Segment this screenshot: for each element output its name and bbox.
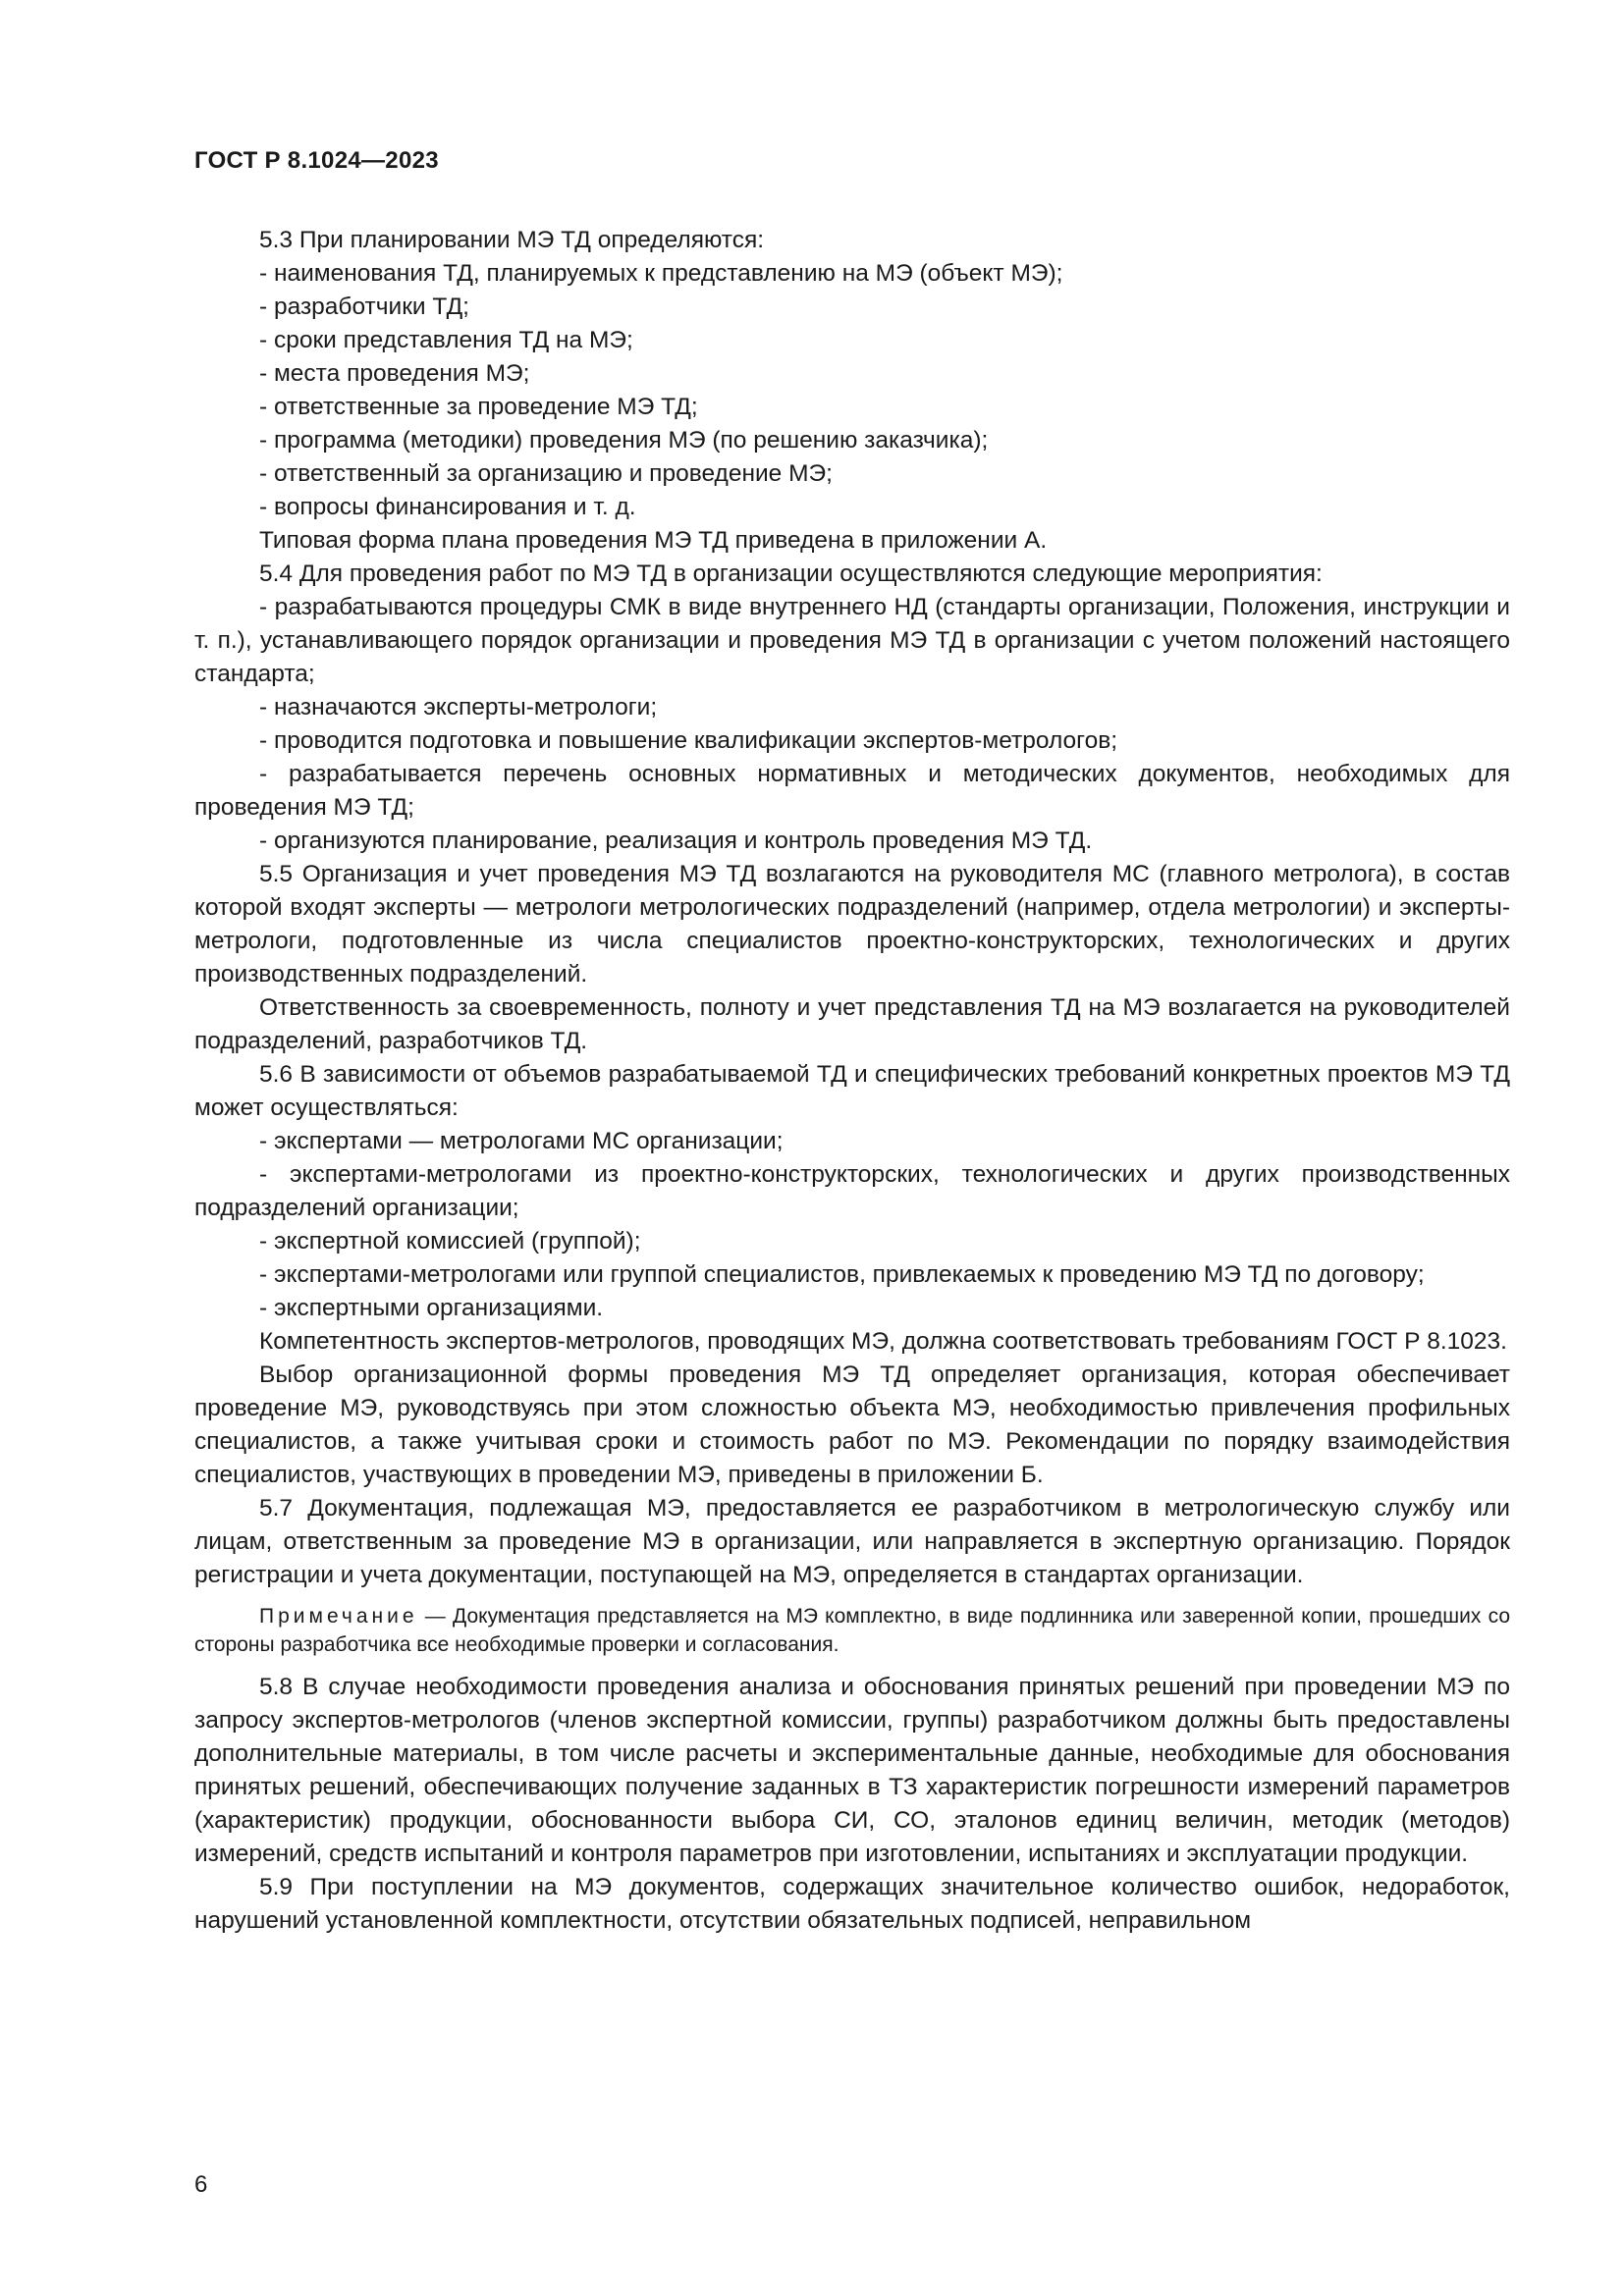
list-item: - экспертами — метрологами МС организации;: [259, 1128, 784, 1154]
note-block: [194, 1602, 1510, 1659]
list-item: - ответственные за проведение МЭ ТД;: [259, 394, 698, 420]
list-item: - разрабатываются процедуры СМК в виде внутреннего НД (стандарты организации, Положения, инструкции и т. п.), устанавливающего порядок организации и проведения МЭ ТД в организации с учетом положений настоящего стандарта;: [194, 594, 1510, 687]
list-item: - экспертами-метрологами или группой специалистов, привлекаемых к проведению МЭ ТД по договору;: [259, 1261, 1425, 1288]
note-text: — Документация представляется на МЭ комплектно, в виде подлинника или заверенной копии, прошедших со стороны разработчика все необходимые проверки и согласования.: [194, 1605, 1510, 1656]
paragraph: 5.8 В случае необходимости проведения анализа и обоснования принятых решений при проведении МЭ по запросу экспертов-метрологов (членов экспертной комиссии, группы) разработчиком должны быть предоставлены дополнительные материалы, в том числе расчеты и экспериментальные данные, необходимые для обоснования принятых решений, обеспечивающих получение заданных в ТЗ характеристик погрешности измерений параметров (характеристик) продукции, обоснованности выбора СИ, СО, эталонов единиц величин, методик (методов) измерений, средств испытаний и контроля параметров при изготовлении, испытаниях и эксплуатации продукции.: [194, 1674, 1510, 1867]
list-item: - разрабатывается перечень основных нормативных и методических документов, необходимых для проведения МЭ ТД;: [194, 761, 1510, 821]
list-item: - сроки представления ТД на МЭ;: [259, 327, 633, 353]
list-item: - программа (методики) проведения МЭ (по решению заказчика);: [259, 427, 989, 454]
document-code: ГОСТ Р 8.1024—2023: [194, 147, 439, 174]
page-number: 6: [194, 2171, 208, 2198]
list-item: - экспертами-метрологами из проектно-конструкторских, технологических и других производственных подразделений организации;: [194, 1161, 1510, 1221]
document-body: [194, 224, 1510, 1938]
paragraph: Компетентность экспертов-метрологов, проводящих МЭ, должна соответствовать требованиям ГОСТ Р 8.1023.: [259, 1328, 1507, 1355]
list-item: - места проведения МЭ;: [259, 360, 530, 387]
list-item: - экспертными организациями.: [259, 1295, 604, 1321]
list-item: - наименования ТД, планируемых к представлению на МЭ (объект МЭ);: [259, 260, 1063, 287]
list-item: - проводится подготовка и повышение квалификации экспертов-метрологов;: [259, 727, 1118, 754]
paragraph: 5.9 При поступлении на МЭ документов, содержащих значительное количество ошибок, недоработок, нарушений установленной комплектности, отсутствии обязательных подписей, неправильном: [194, 1874, 1510, 1934]
list-item: - разработчики ТД;: [259, 294, 469, 320]
list-item: - ответственный за организацию и проведение МЭ;: [259, 460, 833, 487]
paragraph: 5.5 Организация и учет проведения МЭ ТД возлагаются на руководителя МС (главного метролога), в состав которой входят эксперты — метрологи метрологических подразделений (например, отдела метрологии) и эксперты-метрологи, подготовленные из числа специалистов проектно-конструкторских, технологических и других производственных подразделений.: [194, 861, 1510, 988]
note-label: Примечание: [259, 1605, 418, 1628]
paragraph: Выбор организационной формы проведения МЭ ТД определяет организация, которая обеспечивает проведение МЭ, руководствуясь при этом сложностью объекта МЭ, необходимостью привлечения профильных специалистов, а также учитывая сроки и стоимость работ по МЭ. Рекомендации по порядку взаимодействия специалистов, участвующих в проведении МЭ, приведены в приложении Б.: [194, 1362, 1510, 1488]
list-item: - вопросы финансирования и т. д.: [259, 494, 636, 520]
paragraph: 5.4 Для проведения работ по МЭ ТД в организации осуществляются следующие мероприятия:: [259, 561, 1323, 587]
list-item: - назначаются эксперты-метрологи;: [259, 694, 658, 721]
paragraph: 5.7 Документация, подлежащая МЭ, предоставляется ее разработчиком в метрологическую службу или лицам, ответственным за проведение МЭ в организации, или направляется в экспертную организацию. Порядок регистрации и учета документации, поступающей на МЭ, определяется в стандартах организации.: [194, 1495, 1510, 1588]
paragraph: 5.3 При планировании МЭ ТД определяются:: [259, 227, 765, 253]
list-item: - экспертной комиссией (группой);: [259, 1228, 641, 1255]
paragraph: Ответственность за своевременность, полноту и учет представления ТД на МЭ возлагается на руководителей подразделений, разработчиков ТД.: [194, 994, 1510, 1054]
paragraph: 5.6 В зависимости от объемов разрабатываемой ТД и специфических требований конкретных проектов МЭ ТД может осуществляться:: [194, 1061, 1510, 1121]
list-item: - организуются планирование, реализация и контроль проведения МЭ ТД.: [259, 828, 1093, 854]
paragraph: Типовая форма плана проведения МЭ ТД приведена в приложении А.: [259, 527, 1048, 554]
